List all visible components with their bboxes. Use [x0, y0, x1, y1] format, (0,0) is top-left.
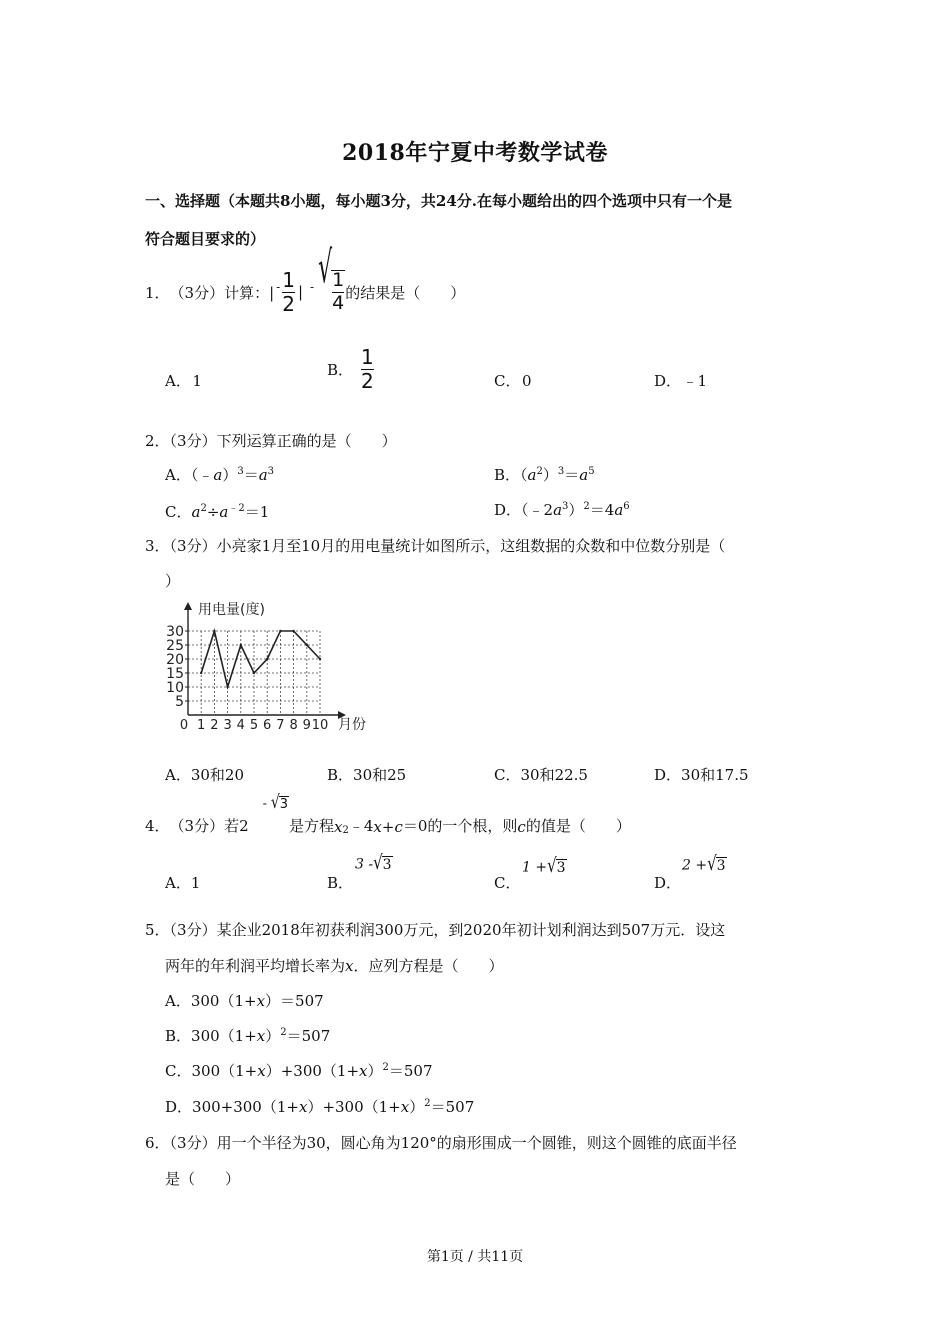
y-tick-label: 20 [166, 652, 184, 668]
x-tick-label: 0 [179, 718, 189, 733]
data-point [319, 658, 321, 660]
question-1 [145, 244, 466, 322]
q3-option-b: B．30和25 [327, 766, 407, 784]
section-heading-line2: 符合题目要求的） [145, 230, 266, 248]
q1-tail: 的结果是（ ） [345, 283, 466, 302]
q1-abs-close: | [297, 283, 304, 301]
data-point [253, 672, 255, 674]
y-tick-label: 10 [166, 680, 184, 696]
sqrt-icon: √ [318, 244, 333, 295]
q1-number: 1． [145, 283, 170, 302]
question-3-line2: ） [165, 572, 181, 590]
q1-b-fraction: $\frac{1}{2}$ [361, 345, 374, 393]
q4-c-expr: 1 + √ 3 [522, 853, 566, 878]
sqrt-icon: √ [270, 792, 280, 814]
sqrt-icon: √ [373, 850, 383, 875]
x-tick-label: 10 [311, 718, 329, 733]
q3-option-c: C．30和22.5 [494, 766, 588, 784]
chart-x-ticks [180, 718, 328, 733]
x-tick-label: 7 [276, 718, 285, 733]
sqrt-icon: √ [547, 853, 557, 878]
data-point [213, 630, 215, 632]
chart-y-ticks [166, 624, 188, 710]
q5-option-d: D．$300+300(1+x)+300(1+x)^2=507$ [165, 1098, 475, 1116]
data-point [306, 644, 308, 646]
q1-sqrt-num: 1 [332, 269, 345, 292]
chart-x-label: 月份 [338, 717, 366, 733]
q5-option-b: B．$300(1+x)^2=507$ [165, 1027, 331, 1045]
sqrt-icon: √ [707, 851, 717, 876]
question-3-line1: 3．（3分）小亮家1月至10月的用电量统计如图所示，这组数据的众数和中位数分别是（ [145, 537, 726, 555]
electricity-line-chart [160, 598, 380, 740]
q1-frac-den: 2 [282, 291, 295, 316]
q2-option-d: D．$(﹣2a^3)^2=4a^6$ [494, 501, 630, 519]
q1-fraction [282, 267, 295, 316]
q1-sqrt-den: 4 [332, 292, 345, 314]
q4-d-expr: 2 + √ 3 [682, 851, 726, 876]
q4-option-d: D． 2 + √ 3 [654, 851, 726, 892]
x-tick-label: 4 [236, 718, 245, 733]
q4-option-c: C． 1 + √ 3 [494, 853, 566, 892]
question-6-line2: 是（ ） [165, 1170, 241, 1188]
section-heading-line1: 一、选择题（本题共8小题，每小题3分，共24分.在每小题给出的四个选项中只有一个是 [145, 192, 732, 210]
question-6-line1: 6．（3分）用一个半径为30，圆心角为120°的扇形围成一个圆锥，则这个圆锥的底面半径 [145, 1134, 737, 1152]
x-tick-label: 5 [249, 718, 259, 733]
x-tick-label: 9 [302, 718, 311, 733]
q1-option-c: C． 0 [494, 372, 532, 390]
question-5-line1: 5．（3分）某企业2018年初获利润300万元，到2020年初计划利润达到507万元．设这 [145, 921, 726, 939]
q2-option-a: A．$(﹣a)^3=a^3$ [165, 466, 275, 484]
page-footer: 第1页 / 共11页 [426, 1249, 524, 1265]
chart-y-label: 用电量(度) [198, 602, 265, 618]
y-tick-label: 30 [166, 624, 184, 640]
q5-option-c: C．$300(1+x)+300(1+x)^2=507$ [165, 1062, 433, 1080]
data-point [226, 686, 228, 688]
q1-lead: 计算：| [224, 283, 275, 302]
x-tick-label: 8 [289, 718, 298, 733]
y-tick-label: 25 [166, 638, 184, 654]
q1-option-d: D． ﹣1 [654, 372, 708, 390]
q3-option-d: D．30和17.5 [654, 766, 749, 784]
q1-option-a: A． 1 [165, 372, 202, 390]
q4-option-b: B． 3 - √ 3 [327, 850, 392, 892]
q1-minus: - [310, 280, 315, 294]
x-tick-label: 6 [263, 718, 272, 733]
q2-option-c: C．$a^2\div a^{﹣2}=1$ [165, 503, 270, 521]
q1-b-label: B． [327, 361, 354, 379]
page-title: 2018年宁夏中考数学试卷 [342, 140, 608, 166]
q5-option-a: A．300（1+x）＝507 [165, 992, 324, 1010]
q2-option-b: B．$(a^2)^3=a^5$ [494, 466, 595, 484]
q4-exponent: - √ 3 [262, 792, 289, 814]
q4-option-a: A．1 [165, 874, 201, 892]
question-5-line2: 两年的年利润平均增长率为x．应列方程是（ ） [165, 957, 504, 975]
q1-sqrt [318, 244, 345, 314]
x-tick-label: 1 [197, 718, 206, 733]
q1-score: （3分） [169, 283, 225, 302]
x-tick-label: 3 [223, 718, 232, 733]
q3-option-a: A．30和20 [165, 766, 245, 784]
y-tick-label: 5 [175, 694, 184, 710]
q4-b-expr: 3 - √ 3 [355, 850, 392, 875]
data-point [240, 644, 242, 646]
x-tick-label: 2 [210, 718, 219, 733]
question-2: 2．（3分）下列运算正确的是（ ） [145, 432, 397, 450]
y-tick-label: 15 [166, 666, 184, 682]
data-point [292, 630, 294, 632]
question-4: 4． （3分） 若2 - √ 3 是方程 x 2 ﹣4 x + c ＝0的一个根，则 c 的值是（ ） [145, 792, 631, 836]
q1-frac-num: 1 [282, 267, 295, 292]
data-point [266, 658, 268, 660]
y-axis-arrow-icon [184, 602, 192, 610]
q1-neg: - [276, 280, 281, 294]
data-point [279, 630, 281, 632]
data-point [200, 672, 202, 674]
q1-option-b [327, 342, 374, 397]
